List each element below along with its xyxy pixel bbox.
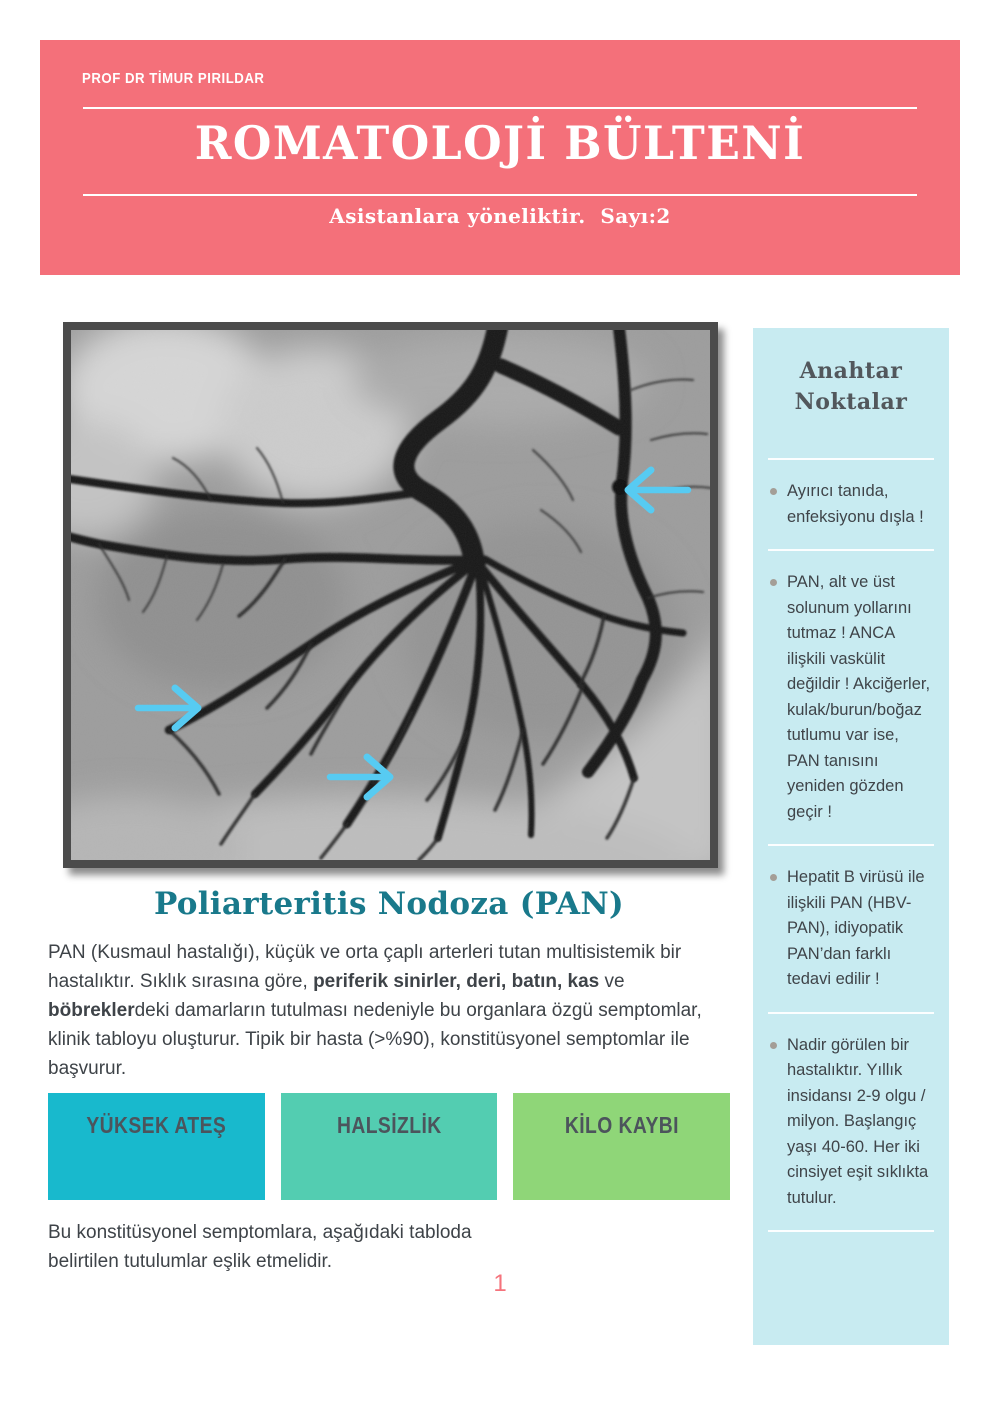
newsletter-subtitle: Asistanlara yöneliktir. Sayı:2: [329, 204, 671, 228]
angiogram-image: [71, 330, 710, 860]
sidebar-title: Anahtar Noktalar: [794, 358, 908, 415]
masthead-rule-bottom: [83, 194, 917, 196]
sidebar-divider: [768, 1012, 934, 1014]
key-point-item: Hepatit B virüsü ile ilişkili PAN (HBV-PAN), idiyopatik PAN’dan farklı tedavi edilir !: [768, 865, 936, 993]
sidebar-divider: [768, 549, 934, 551]
key-point-item: Ayırıcı tanıda, enfeksiyonu dışla !: [768, 479, 936, 530]
page-number: 1: [493, 1270, 507, 1297]
bold-phrase: periferik sinirler, deri, batın, kas: [313, 971, 600, 992]
symptom-card-fatigue: [281, 1093, 498, 1200]
masthead: [40, 40, 960, 275]
article-paragraph: Bu konstitüsyonel semptomlara, aşağıdaki tabloda belirtilen tutulumlar eşlik etmelidir.: [48, 1222, 472, 1272]
newsletter-title: ROMATOLOJİ BÜLTENİ: [194, 116, 806, 170]
article-paragraph: PAN (Kusmaul hastalığı), küçük ve orta çaplı arterleri tutan multisistemik bir hastalıktır. Sıklık sırasına göre, periferik sinirler, deri, batın, kas ve böbreklerdeki damarların tutulması nedeniyle bu organlara özgü semptomlar, klinik tabloyu oluşturur. Tipik bir hasta (>%90), konstitüsyonel semptomlar ile başvurur.: [48, 942, 702, 1079]
bullet-icon: [770, 579, 777, 586]
key-point-item: Nadir görülen bir hastalıktır. Yıllık insidansı 2-9 olgu / milyon. Başlangıç yaşı 40-60. Her iki cinsiyet eşit sıklıkta tutulur.: [768, 1033, 936, 1212]
symptom-card-fever: [48, 1093, 265, 1200]
symptom-card-label: HALSİZLİK: [336, 1112, 442, 1138]
article-title: Poliarteritis Nodoza (PAN): [153, 886, 625, 922]
bullet-icon: [770, 874, 777, 881]
symptom-card-label: YÜKSEK ATEŞ: [86, 1112, 227, 1138]
bullet-icon: [770, 488, 777, 495]
angiogram-figure: [63, 322, 718, 868]
sidebar-divider: [768, 458, 934, 460]
bold-phrase: böbrekler: [48, 1000, 135, 1021]
symptom-card-label: KİLO KAYBI: [564, 1112, 679, 1138]
symptom-card-weight-loss: [513, 1093, 730, 1200]
masthead-rule-top: [83, 107, 917, 109]
sidebar-divider: [768, 844, 934, 846]
sidebar-divider: [768, 1230, 934, 1232]
key-point-item: PAN, alt ve üst solunum yollarını tutmaz ! ANCA ilişkili vaskülit değildir ! Akciğerler, kulak/burun/boğaz tutlumu var ise, PAN tanısını yeniden gözden geçir !: [768, 570, 936, 825]
symptom-card-row: [48, 1093, 730, 1200]
bullet-icon: [770, 1042, 777, 1049]
author-name: PROF DR TİMUR PIRILDAR: [82, 70, 265, 87]
key-points-sidebar: [753, 328, 949, 1345]
